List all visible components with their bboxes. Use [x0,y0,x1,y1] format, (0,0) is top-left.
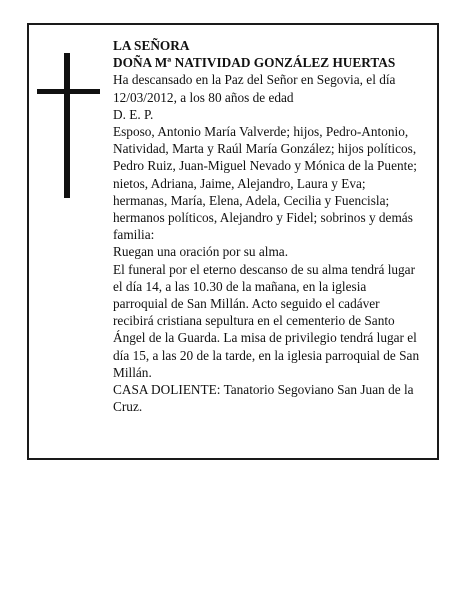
cross-horizontal-bar [37,89,100,94]
funeral-details: El funeral por el eterno descanso de su alma tendrá lugar el día 14, a las 10.30 de la mañana, en la iglesia parroquial de San Millán. Acto seguido el cadáver recibirá cristiana sepultura en el cementerio de Santo Ángel de la Guarda. La misa de privilegio tendrá lugar el día 15, a las 20 de la tarde, en la iglesia parroquial de San Millán. [113,261,420,380]
deceased-name: DOÑA Mª NATIVIDAD GONZÁLEZ HUERTAS [113,55,396,71]
prayer-request: Ruegan una oración por su alma. [113,244,289,260]
cross-icon [37,53,100,198]
family-list: Esposo, Antonio María Valverde; hijos, Pedro-Antonio, Natividad, Marta y Raúl María González; hijos políticos, Pedro Ruiz, Juan-Miguel Nevado y Mónica de la Puente; nietos, Adriana, Jaime, Alejandro, Laura y Eva; hermanas, María, Elena, Adela, Cecilia y Fuencisla; hermanos políticos, Alejandro y Fidel; sobrinos y demás familia: [113,124,417,243]
death-info: Ha descansado en la Paz del Señor en Segovia, el día 12/03/2012, a los 80 años de edad [113,72,396,105]
mourning-house: CASA DOLIENTE: Tanatorio Segoviano San Juan de la Cruz. [113,382,414,415]
cross-vertical-bar [64,53,70,198]
dep-line: D. E. P. [113,106,154,122]
notice-text [113,37,423,415]
notice-title: LA SEÑORA [113,38,190,53]
